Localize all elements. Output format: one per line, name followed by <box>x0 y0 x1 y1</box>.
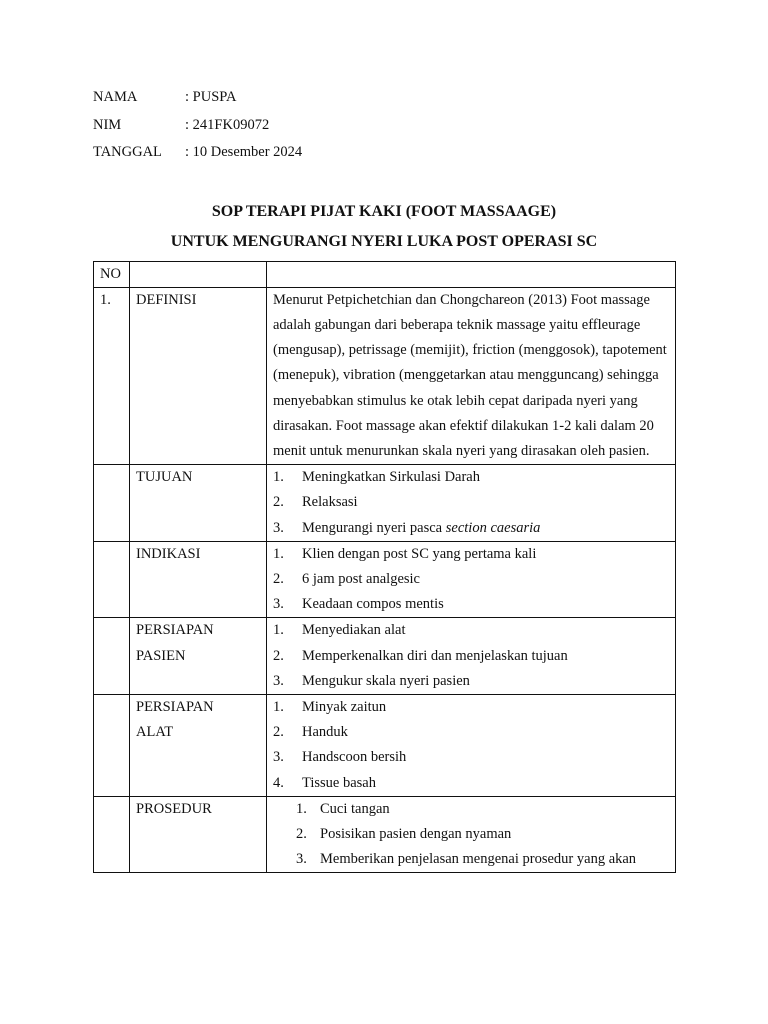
header-no-cell <box>94 261 130 287</box>
title-line-1: SOP TERAPI PIJAT KAKI (FOOT MASSAAGE) <box>211 202 557 220</box>
tanggal-value: : 10 Desember 2024 <box>185 144 303 160</box>
persiapan-pasien-no <box>94 618 130 695</box>
list-item: 1. Klien dengan post SC yang pertama kali <box>273 545 537 562</box>
italic-term: section caesaria <box>445 519 541 536</box>
definisi-no: 1. <box>94 287 130 464</box>
prosedur-no <box>94 796 130 873</box>
tujuan-list <box>273 465 669 541</box>
nim-label: NIM <box>93 116 122 133</box>
tanggal-label: TANGGAL <box>93 144 162 160</box>
definisi-label: DEFINISI <box>130 287 267 464</box>
document-title <box>93 201 675 261</box>
sop-table <box>93 261 676 874</box>
nama-value: : PUSPA <box>185 89 237 105</box>
persiapan-pasien-body <box>267 618 676 695</box>
list-item: 3. Handscoon bersih <box>273 749 407 766</box>
indikasi-list <box>273 542 669 618</box>
nim-row <box>93 112 675 140</box>
indikasi-body <box>267 541 676 618</box>
list-item: 1. Meningkatkan Sirkulasi Darah <box>273 469 480 486</box>
table-row-definisi <box>94 287 676 464</box>
header-label-cell <box>130 261 267 287</box>
list-item: 2. Handuk <box>273 724 348 741</box>
nama-label: NAMA <box>93 89 138 105</box>
prosedur-body <box>267 796 676 873</box>
persiapan-pasien-list <box>273 618 669 694</box>
header-no-text: NO <box>100 265 121 282</box>
list-item: 1. Minyak zaitun <box>273 698 387 715</box>
table-row-tujuan <box>94 465 676 542</box>
tujuan-label: TUJUAN <box>130 465 267 542</box>
tujuan-body <box>267 465 676 542</box>
persiapan-alat-no <box>94 694 130 796</box>
list-item: 1. Menyediakan alat <box>273 622 406 639</box>
list-item: 3. Mengukur skala nyeri pasien <box>273 672 470 689</box>
prosedur-list <box>273 797 669 873</box>
list-item: 1. Cuci tangan <box>296 800 390 817</box>
persiapan-pasien-label: PERSIAPAN PASIEN <box>130 618 267 695</box>
list-item: 3. Memberikan penjelasan mengenai prosedur yang akan <box>296 851 637 868</box>
list-item: 4. Tissue basah <box>273 774 376 791</box>
table-row-persiapan-alat <box>94 694 676 796</box>
title-line-2: UNTUK MENGURANGI NYERI LUKA POST OPERASI SC <box>170 232 598 250</box>
definisi-text: Menurut Petpichetchian dan Chongchareon (2013) Foot massage adalah gabungan dari beberapa teknik massage yaitu effleurage (mengusap), petrissage (memijit), friction (menggosok), tapotement (menepuk), vibration (menggetarkan atau mengguncang) sehingga menyebabkan stimulus ke otak lebih cepat daripada nyeri yang dirasakan. Foot massage akan efektif dilakukan 1-2 kali dalam 20 menit untuk menurunkan skala nyeri yang dirasakan oleh pasien. <box>273 291 667 459</box>
tujuan-no <box>94 465 130 542</box>
list-item: 2. Posisikan pasien dengan nyaman <box>296 825 512 842</box>
list-item: 2. Memperkenalkan diri dan menjelaskan tujuan <box>273 647 568 664</box>
list-item: 3. Mengurangi nyeri pasca section caesaria <box>273 519 541 536</box>
header-body-cell <box>267 261 676 287</box>
indikasi-no <box>94 541 130 618</box>
list-item: 2. Relaksasi <box>273 494 358 511</box>
table-row-prosedur <box>94 796 676 873</box>
tanggal-row <box>93 139 675 167</box>
document-page <box>93 84 675 873</box>
definisi-body <box>267 287 676 464</box>
indikasi-label: INDIKASI <box>130 541 267 618</box>
table-header-row <box>94 261 676 287</box>
nama-row <box>93 84 675 112</box>
table-row-persiapan-pasien <box>94 618 676 695</box>
table-row-indikasi <box>94 541 676 618</box>
list-item: 2. 6 jam post analgesic <box>273 570 420 587</box>
persiapan-alat-list <box>273 695 669 796</box>
persiapan-alat-body <box>267 694 676 796</box>
nim-value: : 241FK09072 <box>185 116 270 133</box>
list-item: 3. Keadaan compos mentis <box>273 596 444 613</box>
persiapan-alat-label: PERSIAPAN ALAT <box>130 694 267 796</box>
prosedur-label: PROSEDUR <box>130 796 267 873</box>
